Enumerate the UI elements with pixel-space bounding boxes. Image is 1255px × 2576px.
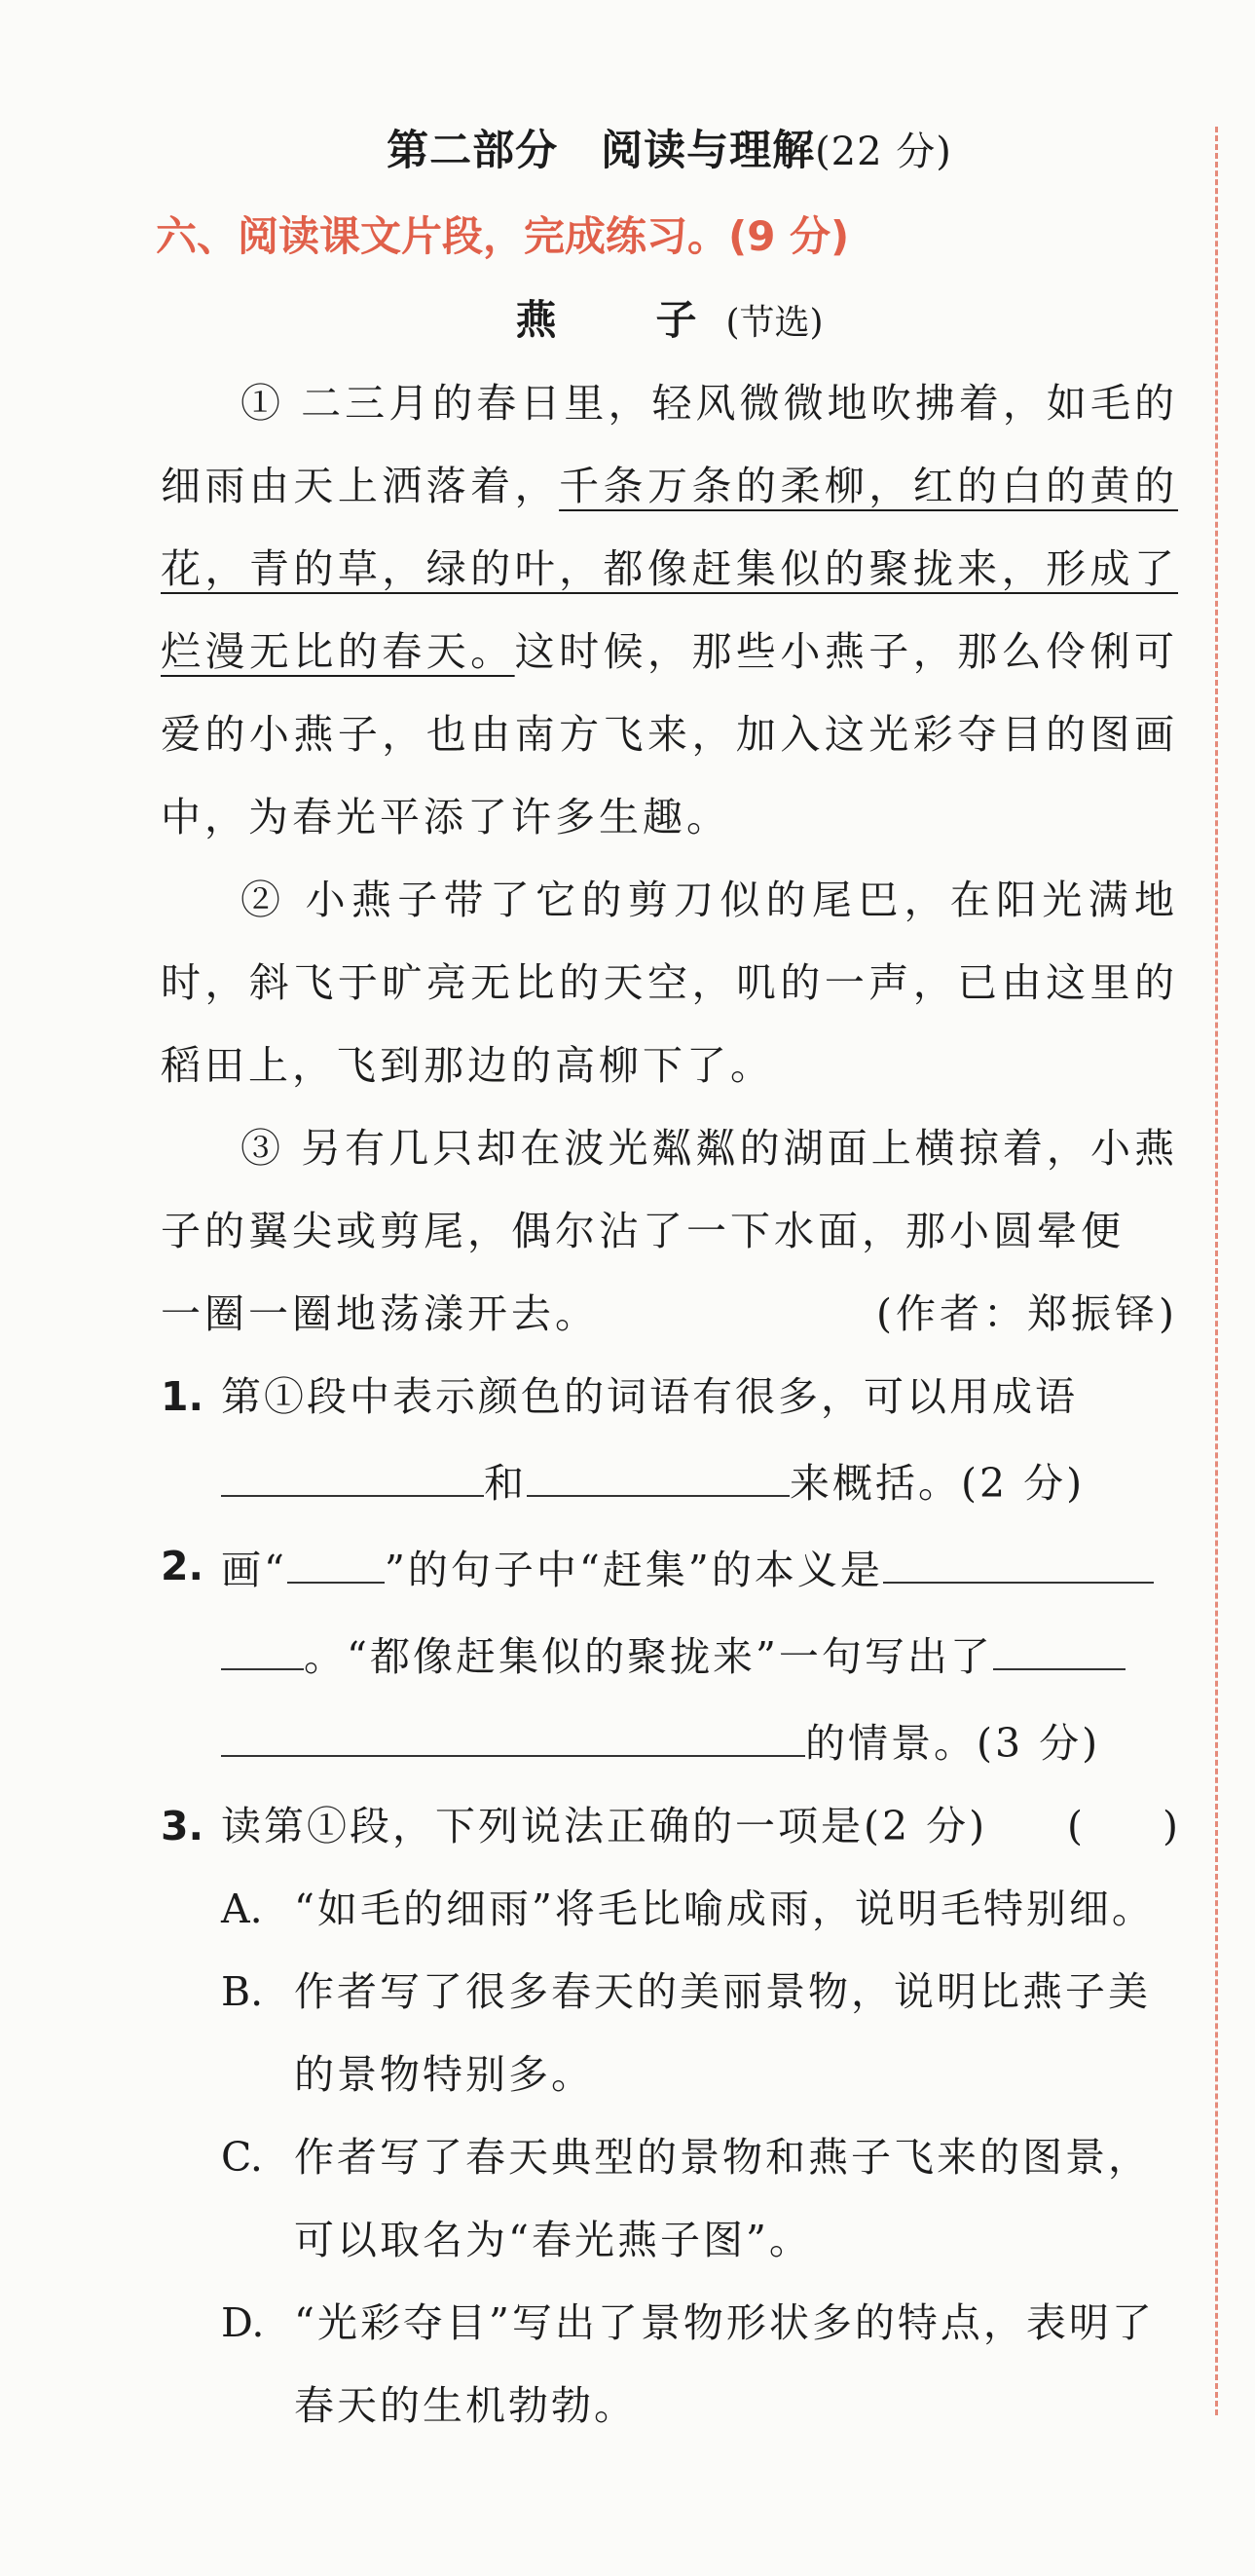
passage-paragraph-2: ② 小燕子带了它的剪刀似的尾巴，在阳光满地时，斜飞于旷亮无比的天空，叽的一声，已由这里的稻田上，飞到那边的高柳下了。 [161,877,1178,1089]
question-2-part-d: 的情景。(3 分) [805,1720,1101,1767]
question-2-line-2 [221,1612,1178,1699]
option-c-text-1: 作者写了春天典型的景物和燕子飞来的图景， [294,2134,1151,2181]
question-1-end: 来概括。(2 分) [790,1460,1086,1507]
answer-bracket[interactable]: ( ) [1067,1803,1178,1849]
section-title: 六、阅读课文片段，完成练习。(9 分) [156,212,850,260]
question-2-blank-1[interactable] [883,1525,1154,1584]
part-title-text: 第二部分 阅读与理解 [387,127,816,175]
question-2-line-3 [221,1699,1178,1785]
passage-title-text: 燕 子 [515,296,726,344]
paragraph-3-last-line [161,1273,1178,1356]
question-2-number: 2. [161,1543,204,1589]
passage-title [161,279,1178,362]
question-1 [161,1356,1178,1525]
option-d-text-2: 春天的生机勃勃。 [294,2382,637,2429]
option-d-letter: D. [221,2299,265,2346]
paragraph-3-end: 一圈一圈地荡漾开去。 [161,1290,599,1337]
paragraph-1-start: ① 二三月的春日里，轻风微微地吹拂着，如毛的细雨由天上洒落着， [161,380,1178,509]
worksheet-content [156,107,1179,2447]
option-b[interactable] [161,1951,1178,2116]
passage-subtitle: (节选) [725,303,824,343]
passage-paragraph-3 [161,1107,1178,1273]
part-title [161,107,1178,195]
question-1-blank-1[interactable] [221,1438,484,1497]
option-c-letter: C. [221,2134,263,2181]
question-2-part-a: 画“ [221,1547,287,1593]
question-2-part-b: ”的句子中“赶集”的本义是 [384,1547,883,1593]
question-1-blank-2[interactable] [527,1438,790,1497]
question-3-number: 3. [161,1803,204,1849]
dashed-margin-line [1215,127,1218,2415]
question-2-line-1 [221,1525,1178,1612]
question-3-stem-line [221,1785,1178,1868]
passage-author: (作者：郑振铎) [876,1290,1178,1337]
option-b-text-1: 作者写了很多春天的美丽景物，说明比燕子美 [294,1968,1151,2015]
option-a[interactable] [161,1868,1178,1951]
question-1-line-2 [221,1438,1178,1525]
question-1-number: 1. [161,1373,204,1420]
option-d[interactable] [161,2282,1178,2447]
option-c-text-2: 可以取名为“春光燕子图”。 [294,2217,812,2263]
question-3-stem: 读第①段，下列说法正确的一项是(2 分) [221,1803,988,1849]
option-a-letter: A. [221,1885,263,1932]
question-3 [161,1785,1178,1868]
option-b-letter: B. [221,1968,264,2015]
question-2-blank-1-cont[interactable] [221,1612,304,1670]
passage-paragraph-1 [161,362,1178,859]
paragraph-3-start: ③ 另有几只却在波光粼粼的湖面上横掠着，小燕子的翼尖或剪尾，偶尔沾了一下水面，那小圆晕便 [161,1125,1178,1254]
question-2-blank-2-cont[interactable] [221,1699,805,1757]
question-2-part-c: 。“都像赶集似的聚拢来”一句写出了 [304,1633,993,1680]
question-1-and: 和 [484,1460,527,1507]
question-1-line-1: 第①段中表示颜色的词语有很多，可以用成语 [221,1373,1078,1420]
option-b-text-2: 的景物特别多。 [294,2051,594,2098]
part-score: (22 分) [815,130,952,174]
option-d-text-1: “光彩夺目”写出了景物形状多的特点，表明了 [294,2299,1155,2346]
option-c[interactable] [161,2116,1178,2282]
question-2 [161,1525,1178,1785]
question-2-blank-2[interactable] [993,1612,1126,1670]
question-2-underline-mark [287,1525,385,1584]
underlined-sentence: 千条万条的柔柳，红的白的黄的花，青的草，绿的叶，都像赶集似的聚拢来，形成了烂漫无比的春天。 [161,463,1179,675]
option-a-text: “如毛的细雨”将毛比喻成雨，说明毛特别细。 [294,1885,1155,1932]
paragraph-1-end: 这时候，那些小燕子，那么伶俐可爱的小燕子，也由南方飞来，加入这光彩夺目的图画中，为春光平添了许多生趣。 [161,628,1179,840]
